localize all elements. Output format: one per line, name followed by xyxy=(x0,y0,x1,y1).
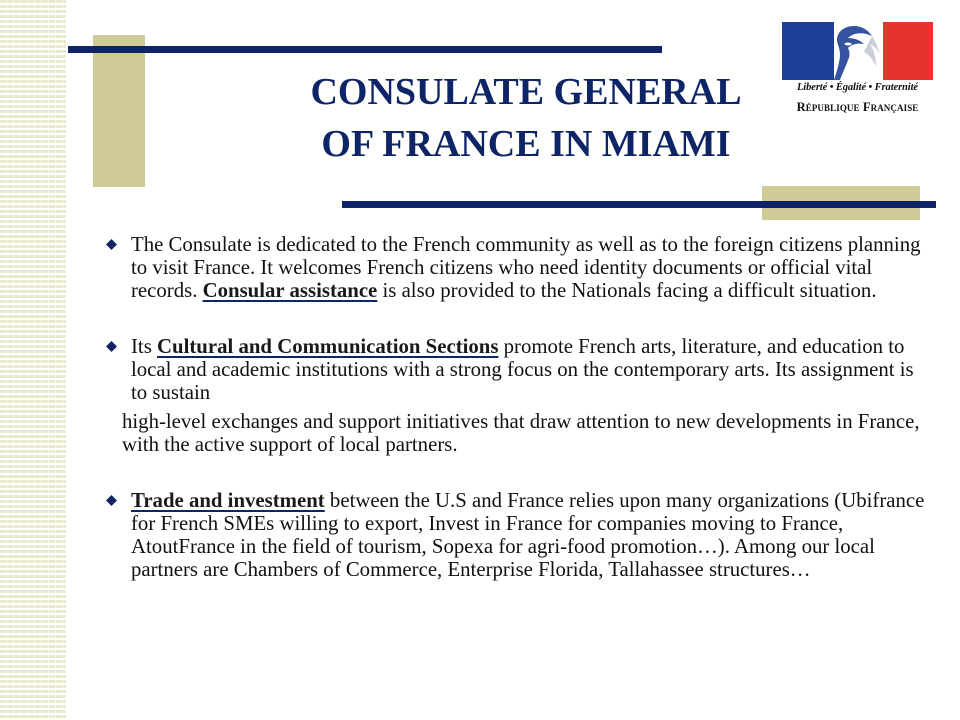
bullet-item-1 xyxy=(104,233,934,302)
title-top-rule xyxy=(68,46,662,53)
title-line-1: CONSULATE GENERAL xyxy=(310,71,742,113)
consular-assistance-link[interactable]: Consular assistance xyxy=(202,279,378,302)
bullet-2-continuation: high-level exchanges and support initiatives that draw attention to new developments in France, with the active support of local partners. xyxy=(122,410,920,456)
marianne-flag-icon xyxy=(780,20,935,82)
bullet-3-text: between the U.S and France relies upon many organizations (Ubifrance for French SMEs willing to export, Invest in France for companies moving to France, AtoutFrance in the field of tourism, Sopexa for agri-food promotion…). Among our local partners are Chambers of Commerce, Enterprise Florida, Tallahassee structures… xyxy=(131,489,925,581)
bullet-1-text-a: The Consulate is dedicated to the French community as well as to the foreign citizens planning to visit France. It welcomes French citizens who need identity documents or official vital records. xyxy=(131,233,921,302)
bullet-item-2 xyxy=(104,335,934,404)
slide-title xyxy=(230,66,822,170)
title-accent-block xyxy=(93,35,145,187)
bullet-2-text-a: Its xyxy=(131,335,157,358)
bullet-2-text-b: promote French arts, literature, and education to local and academic institutions with a strong focus on the contemporary arts. Its assignment is to sustain xyxy=(131,335,914,404)
title-bottom-rule xyxy=(342,201,936,208)
slide-body xyxy=(104,233,934,581)
diamond-bullet-icon xyxy=(106,341,117,352)
diamond-bullet-icon xyxy=(106,239,117,250)
bullet-1-text-b: is also provided to the Nationals facing a difficult situation. xyxy=(377,279,877,302)
trade-investment-link[interactable]: Trade and investment xyxy=(131,489,325,512)
republique-francaise-logo xyxy=(780,20,935,123)
title-line-2: OF FRANCE IN MIAMI xyxy=(321,123,731,165)
logo-name: République Française xyxy=(796,100,919,114)
left-stripe-decoration xyxy=(0,0,66,720)
diamond-bullet-icon xyxy=(106,495,117,506)
logo-motto: Liberté • Égalité • Fraternité xyxy=(796,82,918,93)
bullet-item-3 xyxy=(104,489,934,581)
cultural-sections-link[interactable]: Cultural and Communication Sections xyxy=(157,335,499,358)
